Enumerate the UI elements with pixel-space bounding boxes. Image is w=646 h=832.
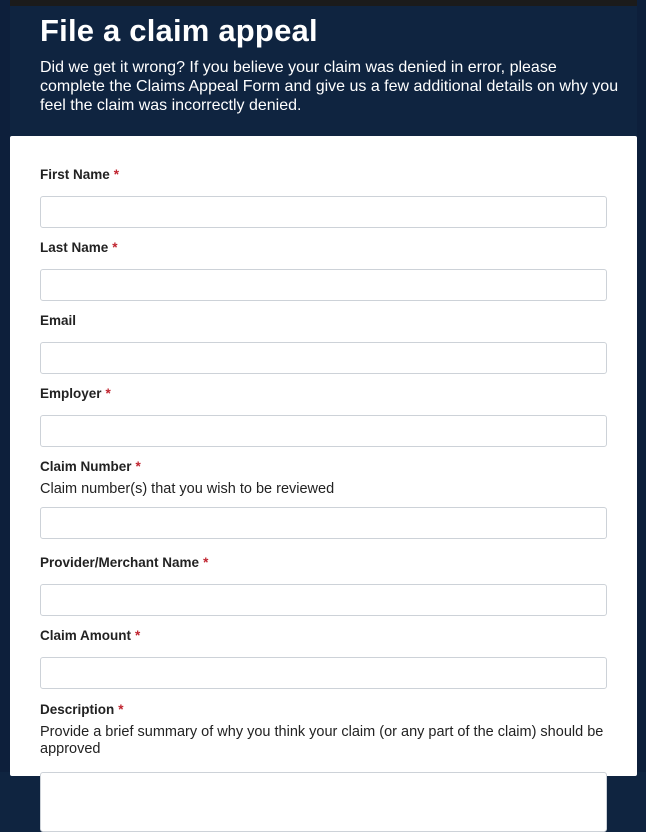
description-help-text: Provide a brief summary of why you think your claim (or any part of the claim) should be approved	[40, 724, 604, 757]
page-title: File a claim appeal	[40, 13, 318, 48]
claim-amount-field	[40, 628, 607, 689]
last-name-field	[40, 240, 607, 301]
description-field	[40, 702, 607, 832]
page-description: Did we get it wrong? If you believe your claim was denied in error, please complete the Claims Appeal Form and give us a few additional details on why you feel the claim was incorrectly denied.	[40, 59, 619, 114]
provider-input[interactable]	[40, 584, 607, 616]
provider-field	[40, 555, 607, 616]
provider-label: Provider/Merchant Name *	[40, 555, 209, 570]
last-name-input[interactable]	[40, 269, 607, 301]
browser-top-bar	[0, 0, 646, 6]
claim-amount-input[interactable]	[40, 657, 607, 689]
last-name-label: Last Name *	[40, 240, 118, 255]
email-label: Email	[40, 313, 77, 328]
required-marker: *	[118, 702, 124, 717]
description-label: Description *	[40, 702, 124, 717]
required-marker: *	[203, 555, 209, 570]
required-marker: *	[135, 628, 141, 643]
claim-number-help-text: Claim number(s) that you wish to be reviewed	[40, 481, 335, 497]
left-page-margin	[0, 0, 10, 772]
first-name-field	[40, 167, 607, 228]
page-header	[40, 14, 620, 115]
claim-number-input[interactable]	[40, 507, 607, 539]
employer-input[interactable]	[40, 415, 607, 447]
claim-amount-label: Claim Amount *	[40, 628, 141, 643]
description-textarea[interactable]	[40, 772, 607, 832]
required-marker: *	[112, 240, 118, 255]
claim-number-label: Claim Number *	[40, 459, 141, 474]
email-input[interactable]	[40, 342, 607, 374]
claim-number-field	[40, 459, 607, 539]
claim-appeal-form	[10, 136, 637, 776]
employer-field	[40, 386, 607, 447]
employer-label: Employer *	[40, 386, 111, 401]
email-field	[40, 313, 607, 374]
first-name-input[interactable]	[40, 196, 607, 228]
right-page-margin	[637, 0, 646, 772]
required-marker: *	[105, 386, 111, 401]
required-marker: *	[113, 167, 120, 182]
required-marker: *	[135, 459, 141, 474]
first-name-label: First Name *	[40, 167, 120, 182]
